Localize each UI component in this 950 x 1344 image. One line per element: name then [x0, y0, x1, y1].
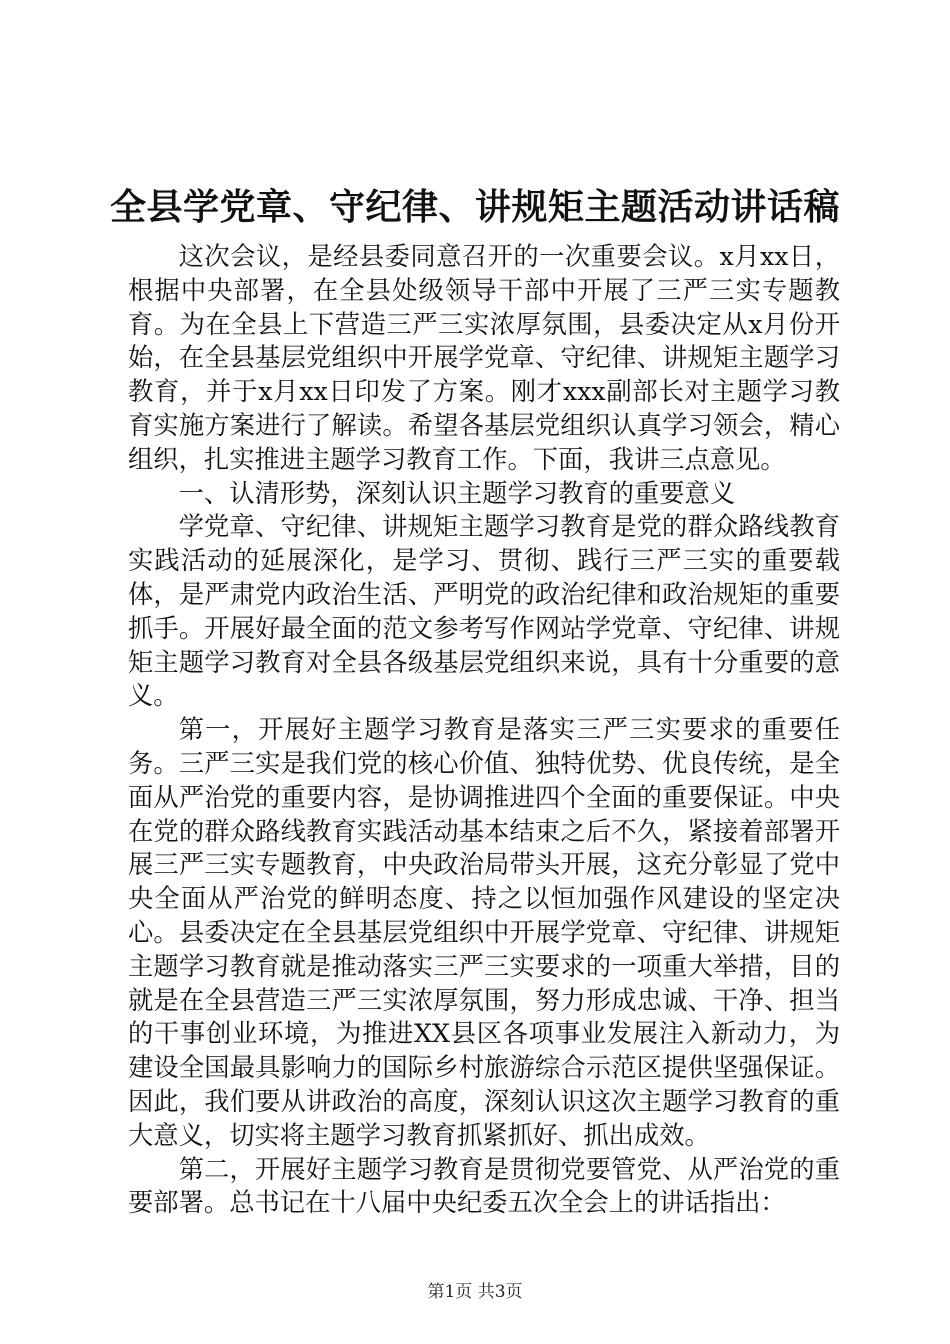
- page-footer: 第1页 共3页: [427, 1282, 523, 1302]
- paragraph-intro: 这次会议，是经县委同意召开的一次重要会议。x月xx日，根据中央部署，在全县处级领导干部中开展了三严三实专题教育。为在全县上下营造三严三实浓厚氛围，县委决定从x月份开始，在全县基层党组织中开展学党章、守纪律、讲规矩主题学习教育，并于x月xx日印发了方案。刚才xxx副部长对主题学习教育实施方案进行了解读。希望各基层党组织认真学习领会，精心组织，扎实推进主题学习教育工作。下面，我讲三点意见。: [128, 242, 840, 474]
- paragraph-point-2: 第二，开展好主题学习教育是贯彻党要管党、从严治党的重要部署。总书记在十八届中央纪委五次全会上的讲话指出：: [128, 1154, 840, 1218]
- document-body: [128, 240, 840, 1220]
- paragraph-point-1: 第一，开展好主题学习教育是落实三严三实要求的重要任务。三严三实是我们党的核心价值、独特优势、优良传统，是全面从严治党的重要内容，是协调推进四个全面的重要保证。中央在党的群众路线教育实践活动基本结束之后不久，紧接着部署开展三严三实专题教育，中央政治局带头开展，这充分彰显了党中央全面从严治党的鲜明态度、持之以恒加强作风建设的坚定决心。县委决定在全县基层党组织中开展学党章、守纪律、讲规矩主题学习教育就是推动落实三严三实要求的一项重大举措，目的就是在全县营造三严三实浓厚氛围，努力形成忠诚、干净、担当的干事创业环境，为推进XX县区各项事业发展注入新动力，为建设全国最具影响力的国际乡村旅游综合示范区提供坚强保证。因此，我们要从讲政治的高度，深刻认识这次主题学习教育的重大意义，切实将主题学习教育抓紧抓好、抓出成效。: [128, 715, 840, 1150]
- document-title: 全县学党章、守纪律、讲规矩主题活动讲话稿: [109, 186, 840, 228]
- section-heading-1: 一、认清形势，深刻认识主题学习教育的重要意义: [178, 478, 736, 508]
- paragraph-significance: 学党章、守纪律、讲规矩主题学习教育是党的群众路线教育实践活动的延展深化，是学习、贯彻、践行三严三实的重要载体，是严肃党内政治生活、严明党的政治纪律和政治规矩的重要抓手。开展好最全面的范文参考写作网站学党章、守纪律、讲规矩主题学习教育对全县各级基层党组织来说，具有十分重要的意义。: [128, 512, 840, 711]
